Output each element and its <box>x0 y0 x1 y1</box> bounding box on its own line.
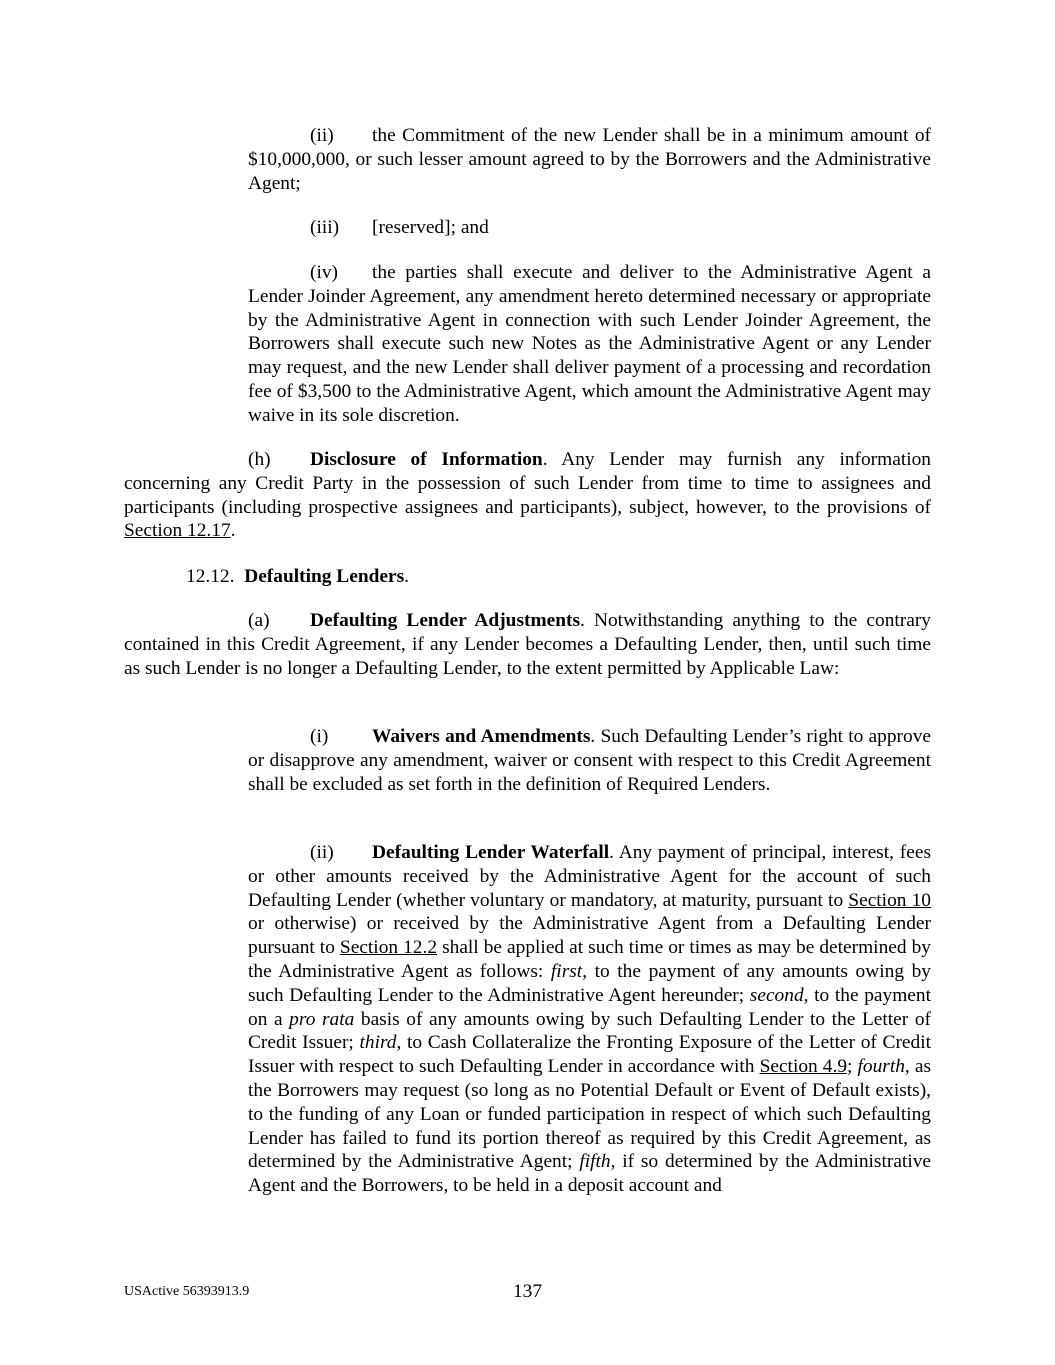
footer-page-number: 137 <box>512 1281 543 1302</box>
section-reference-link[interactable]: Section 4.9 <box>759 1056 848 1078</box>
ordinal-term: fifth <box>579 1151 611 1173</box>
section-title-period: . <box>404 566 410 587</box>
clause-title: Defaulting Lender Adjustments <box>310 610 580 631</box>
latin-term: pro rata <box>289 1008 355 1030</box>
ordinal-term: first <box>550 960 583 982</box>
clause-iii-reserved <box>248 216 931 240</box>
clause-text: . Any payment of principal, interest, fees or other amounts received by the Administrative Agent for the account of such Defaulting Lender (whether voluntary or mandatory, at maturity, pursuant to <box>248 842 931 911</box>
clause-text: , to the payment of any amounts owing by such Defaulting Lender to the Administrative Agent hereunder; <box>248 960 931 1006</box>
clause-number: (a) <box>248 610 270 631</box>
clause-number: (iii) <box>310 217 340 238</box>
clause-text: the parties shall execute and deliver to the Administrative Agent a Lender Joinder Agreement, any amendment hereto determined necessary or appropriate by the Administrative Agent in connection with such Lender Joinder Agreement, the Borrowers shall execute such new Notes as the Administrative Agent or any Lender may request, and the new Lender shall deliver payment of a processing and recordation fee of $3,500 to the Administrative Agent, which amount the Administrative Agent may waive in its sole discretion. <box>248 262 931 426</box>
clause-title: Waivers and Amendments <box>372 726 591 747</box>
ordinal-term: third <box>359 1032 397 1054</box>
clause-text: ; <box>847 1056 858 1078</box>
clause-ii-commitment <box>248 124 931 195</box>
clause-text: . Such Defaulting Lender’s right to approve or disapprove any amendment, waiver or consent with respect to this Credit Agreement shall be excluded as set forth in the definition of Required Lenders. <box>248 726 932 795</box>
clause-number: (ii) <box>310 125 334 146</box>
ordinal-term: second <box>749 984 804 1006</box>
clause-text: the Commitment of the new Lender shall be in a minimum amount of $10,000,000, or such lesser amount agreed to by the Borrowers and the Administrative Agent; <box>248 125 931 194</box>
clause-i-waivers <box>248 725 931 796</box>
clause-text: , to Cash Collateralize the Fronting Exposure of the Letter of Credit Issuer with respect to such Defaulting Lender in accordance with <box>248 1032 931 1078</box>
section-reference-link[interactable]: Section 12.17 <box>124 520 231 542</box>
clause-ii-waterfall <box>248 841 931 1198</box>
section-title: Defaulting Lenders <box>244 566 405 587</box>
clause-text: . Notwithstanding anything to the contrary contained in this Credit Agreement, if any Lender becomes a Defaulting Lender, then, until such time as such Lender is no longer a Defaulting Lender, to the extent permitted by Applicable Law: <box>124 610 931 679</box>
clause-text: [reserved]; and <box>372 217 489 238</box>
clause-number: (ii) <box>310 842 334 863</box>
clause-title: Disclosure of Information <box>310 449 543 470</box>
clause-text: . Any Lender may furnish any information concerning any Credit Party in the possession of such Lender from time to time to assignees and participants (including prospective assignees and participants), subject, however, to the provisions of <box>124 449 931 518</box>
clause-text: , if so determined by the Administrative Agent and the Borrowers, to be held in a deposit account and <box>248 1151 932 1197</box>
clause-title: Defaulting Lender Waterfall <box>372 842 610 863</box>
clause-iv-parties <box>248 261 931 428</box>
ordinal-term: fourth <box>857 1056 905 1078</box>
clause-number: (iv) <box>310 262 338 283</box>
section-number: 12.12. <box>186 566 235 587</box>
clause-text: basis of any amounts owing by such Defaulting Lender to the Letter of Credit Issuer; <box>248 1008 931 1054</box>
clause-a-adjustments <box>124 609 931 680</box>
footer-document-id: USActive 56393913.9 <box>124 1284 250 1299</box>
clause-text: , as the Borrowers may request (so long as no Potential Default or Event of Default exists), to the funding of any Loan or funded participation in respect of which such Defaulting Lender has failed to fund its portion thereof as required by this Credit Agreement, as determined by the Administrative Agent; <box>248 1056 931 1173</box>
clause-h-disclosure <box>124 448 931 543</box>
clause-text-end: . <box>230 520 236 542</box>
clause-text: shall be applied at such time or times as may be determined by the Administrative Agent as follows: <box>248 937 931 982</box>
clause-text: or otherwise) or received by the Administrative Agent from a Defaulting Lender pursuant to <box>248 913 931 959</box>
section-reference-link[interactable]: Section 12.2 <box>339 937 438 959</box>
section-heading-12-12 <box>186 565 409 589</box>
section-reference-link[interactable]: Section 10 <box>848 889 931 911</box>
clause-text: , to the payment on a <box>248 984 931 1030</box>
clause-number: (i) <box>310 726 329 747</box>
clause-number: (h) <box>248 449 271 470</box>
